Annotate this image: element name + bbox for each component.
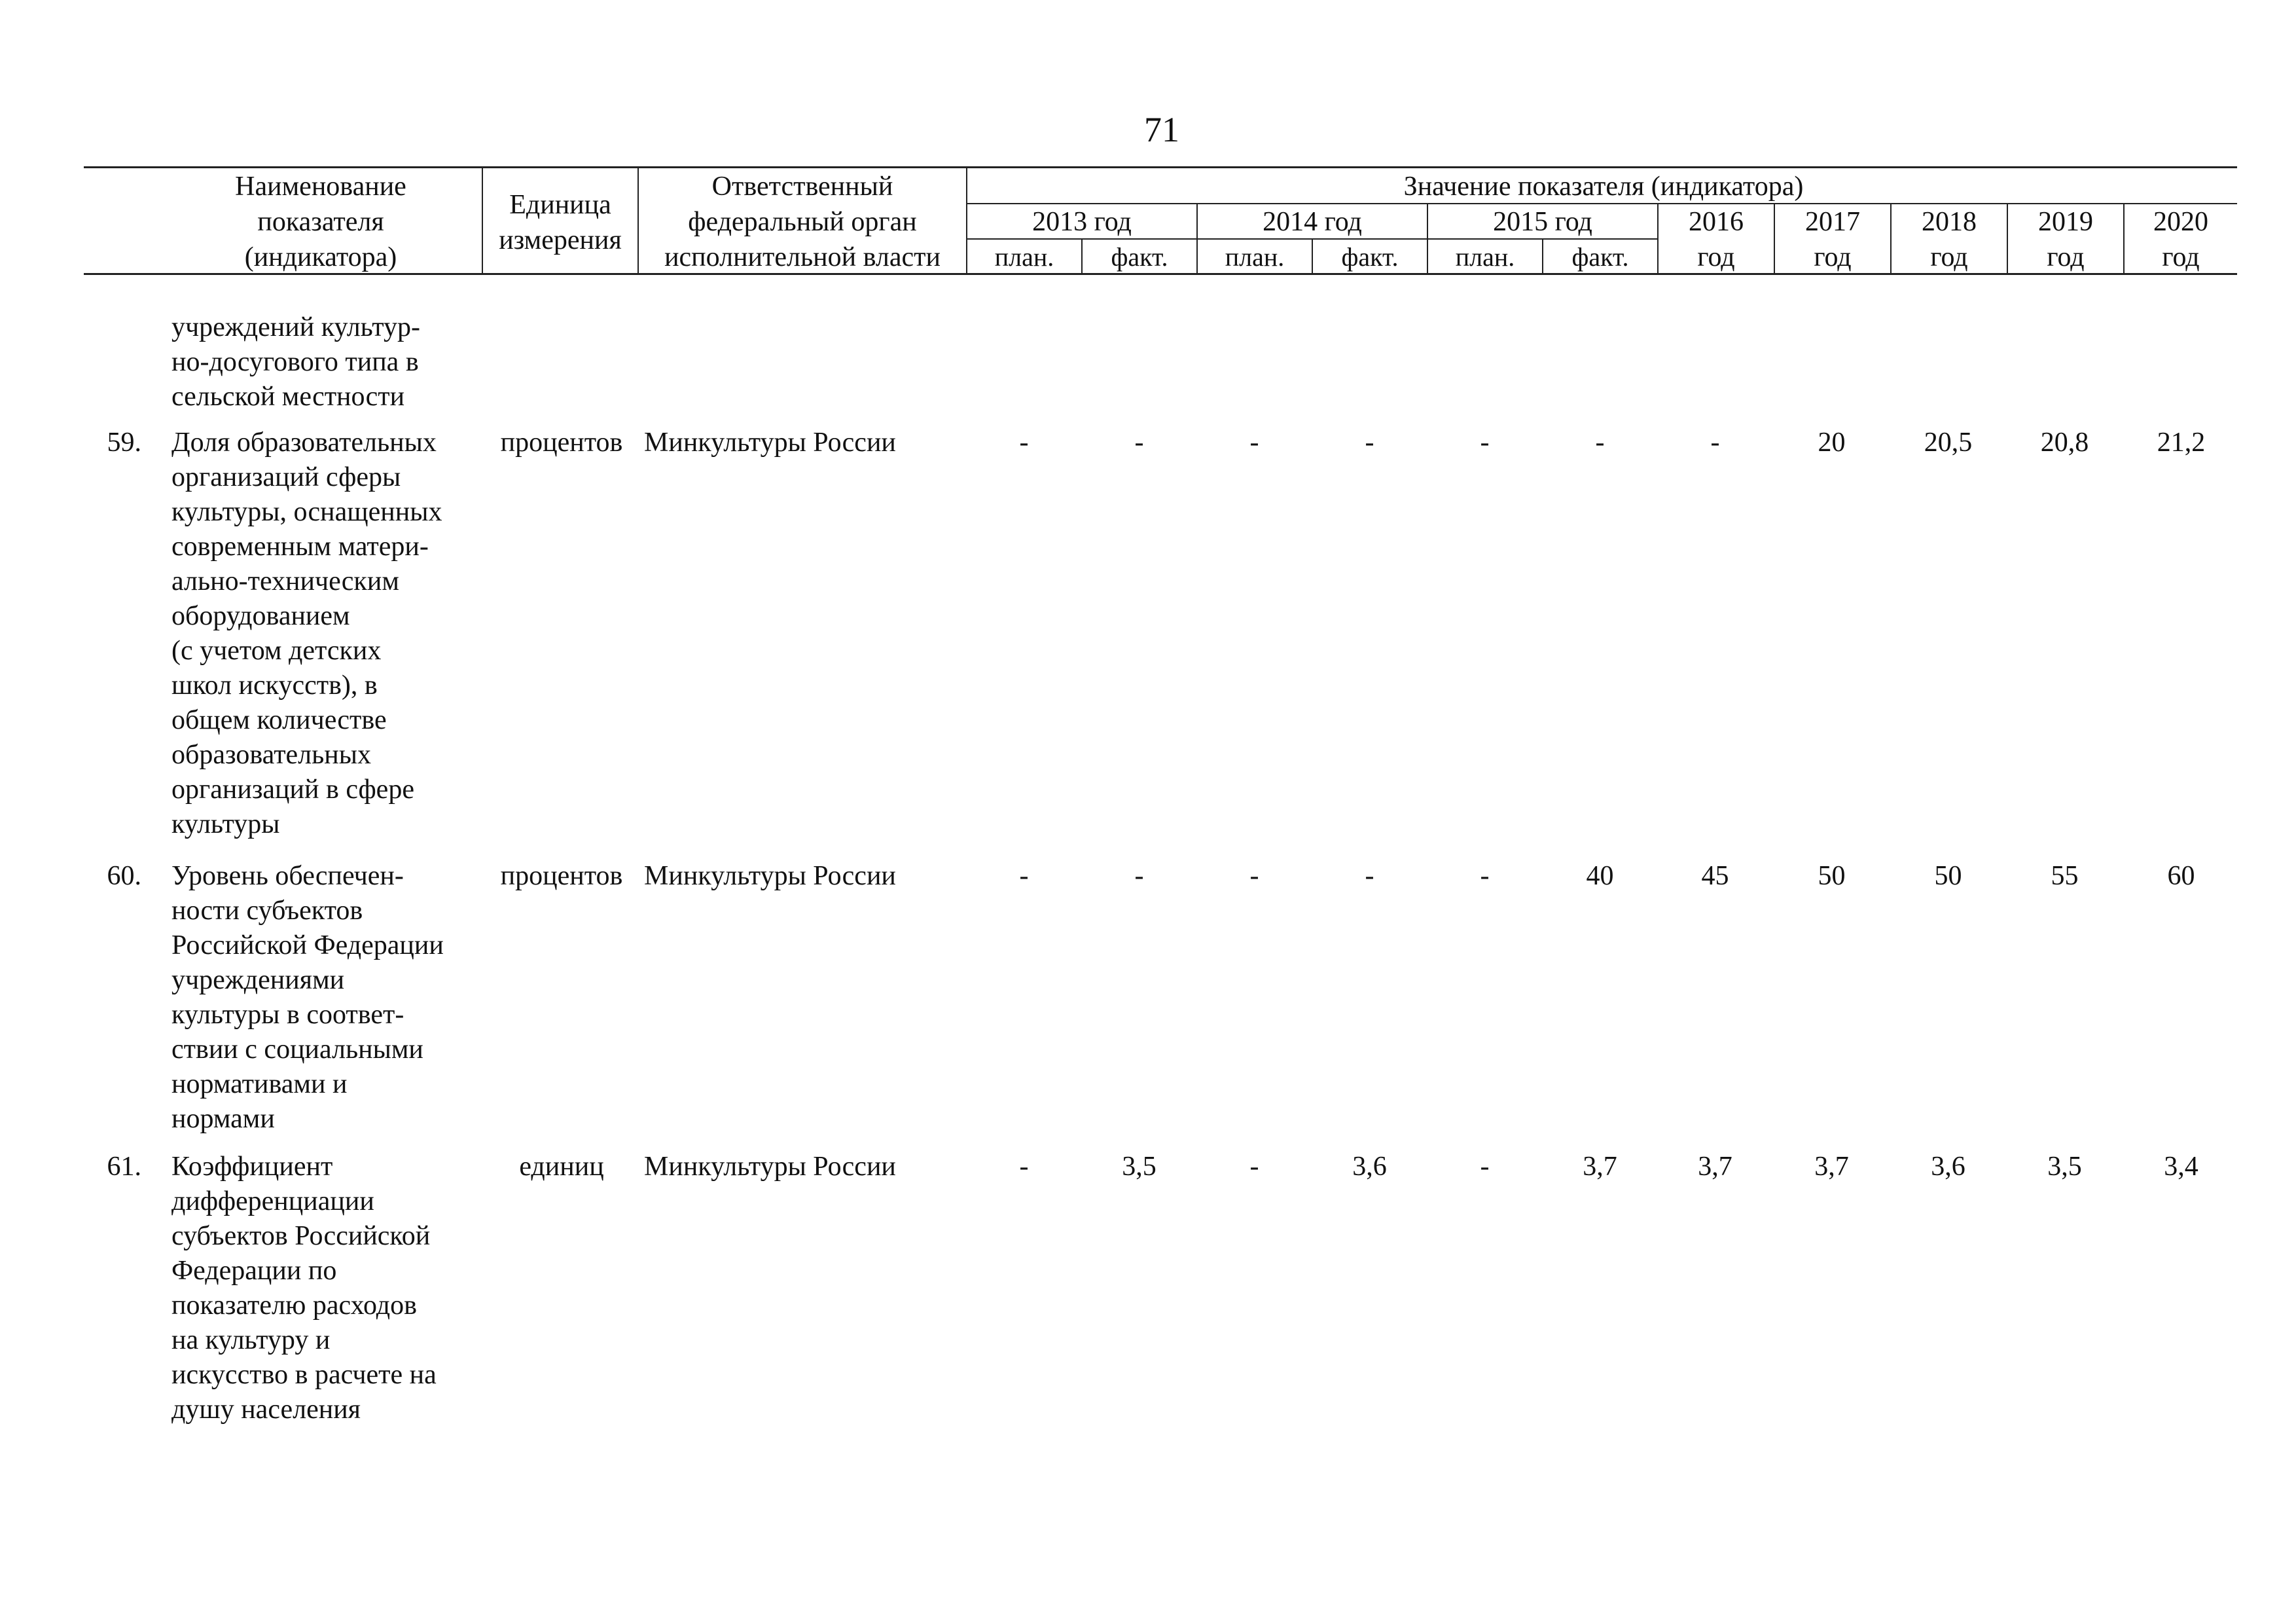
unit-cell: процентов — [500, 861, 623, 891]
value-2017: 3,7 — [1814, 1152, 1849, 1182]
value-2014-fact: - — [1365, 861, 1374, 891]
header-god-2017: год — [1814, 242, 1852, 272]
value-2013-fact: - — [1134, 861, 1144, 891]
value-2018: 3,6 — [1931, 1152, 1965, 1182]
header-year-2014: 2014 год — [1263, 207, 1362, 237]
value-2015-fact: 40 — [1586, 861, 1614, 891]
value-2014-plan: - — [1249, 861, 1259, 891]
value-2017: 50 — [1818, 861, 1846, 891]
value-2019: 20,8 — [2040, 428, 2089, 458]
header-top-rule — [84, 166, 2237, 168]
header-2014-plan: план. — [1225, 242, 1285, 272]
header-unit-column: Единица измерения — [499, 190, 622, 255]
value-2013-plan: - — [1019, 428, 1029, 458]
value-2015-plan: - — [1480, 861, 1490, 891]
row-number: 60. — [107, 861, 141, 891]
value-2014-fact: - — [1365, 428, 1374, 458]
header-year-2019: 2019 — [2038, 207, 2093, 237]
value-2015-fact: 3,7 — [1583, 1152, 1617, 1182]
value-2017: 20 — [1818, 428, 1846, 458]
value-2020: 21,2 — [2157, 428, 2206, 458]
agency-cell: Минкультуры России — [644, 861, 896, 891]
header-2014-fact: факт. — [1341, 242, 1399, 272]
value-2020: 60 — [2167, 861, 2195, 891]
value-2013-fact: - — [1134, 428, 1144, 458]
indicator-name: Коэффициент дифференциации субъектов Российской Федерации по показателю расходов на культуру и искусство в расчете на душу населения — [171, 1152, 437, 1425]
value-2016: 45 — [1701, 861, 1729, 891]
value-2014-fact: 3,6 — [1352, 1152, 1387, 1182]
agency-cell: Минкультуры России — [644, 1152, 896, 1182]
value-2013-plan: - — [1019, 861, 1029, 891]
header-year-2017: 2017 — [1805, 207, 1860, 237]
value-2016: - — [1710, 428, 1720, 458]
continuation-name: учреждений культур- но-досугового типа в сельской местности — [171, 312, 420, 412]
indicator-name: Уровень обеспечен- ности субъектов Российской Федерации учреждениями культуры в соответ- ствии с социальными нормативами и нормами — [171, 861, 444, 1134]
header-year-2015: 2015 год — [1493, 207, 1592, 237]
value-2015-plan: - — [1480, 1152, 1490, 1182]
header-year-2016: 2016 — [1689, 207, 1744, 237]
page-number: 71 — [1144, 110, 1179, 149]
value-2013-fact: 3,5 — [1122, 1152, 1157, 1182]
header-2015-plan: план. — [1455, 242, 1515, 272]
header-value-group: Значение показателя (индикатора) — [1403, 172, 1804, 202]
header-2013-fact: факт. — [1111, 242, 1168, 272]
value-2015-plan: - — [1480, 428, 1490, 458]
header-year-2018: 2018 — [1922, 207, 1977, 237]
row-number: 61. — [107, 1152, 141, 1182]
value-2015-fact: - — [1595, 428, 1605, 458]
value-2013-plan: - — [1019, 1152, 1029, 1182]
unit-cell: единиц — [519, 1152, 604, 1182]
value-2020: 3,4 — [2164, 1152, 2198, 1182]
header-year-2020: 2020 — [2153, 207, 2208, 237]
header-god-2019: год — [2047, 242, 2085, 272]
header-2015-fact: факт. — [1571, 242, 1629, 272]
value-2019: 55 — [2051, 861, 2079, 891]
header-god-2016: год — [1697, 242, 1735, 272]
indicator-name: Доля образовательных организаций сферы культуры, оснащенных современным матери- ально-техническим оборудованием (с учетом детских школ искусств), в общем количестве образовательных организаций в сфере культуры — [171, 428, 442, 839]
row-number: 59. — [107, 428, 141, 458]
value-2014-plan: - — [1249, 428, 1259, 458]
header-god-2018: год — [1930, 242, 1968, 272]
header-agency-column: Ответственный федеральный орган исполнительной власти — [664, 172, 941, 272]
value-2018: 20,5 — [1924, 428, 1973, 458]
header-name-column: Наименование показателя (индикатора) — [235, 172, 406, 272]
header-god-2020: год — [2162, 242, 2200, 272]
unit-cell: процентов — [500, 428, 623, 458]
agency-cell: Минкультуры России — [644, 428, 896, 458]
value-2018: 50 — [1934, 861, 1962, 891]
value-2016: 3,7 — [1698, 1152, 1732, 1182]
value-2014-plan: - — [1249, 1152, 1259, 1182]
value-2019: 3,5 — [2047, 1152, 2082, 1182]
header-2013-plan: план. — [994, 242, 1054, 272]
header-year-2013: 2013 год — [1032, 207, 1132, 237]
